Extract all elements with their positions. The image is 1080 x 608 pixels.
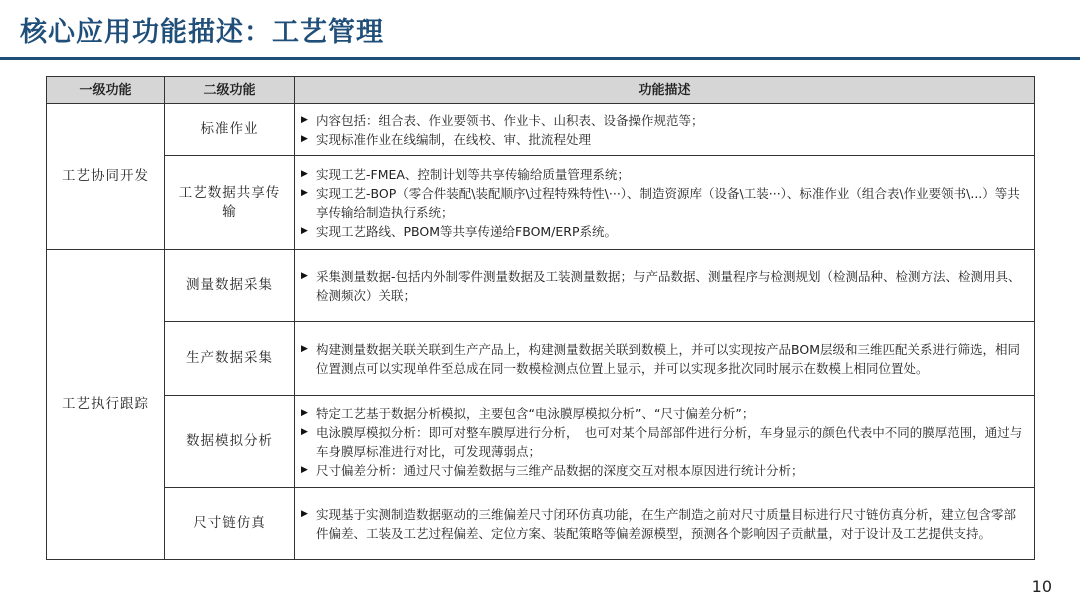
level2-cell: 尺寸链仿真 [165,488,295,560]
description-cell [295,156,1035,250]
level2-cell: 工艺数据共享传输 [165,156,295,250]
page-title: 核心应用功能描述：工艺管理 [20,17,384,48]
level1-cell: 工艺协同开发 [47,104,165,250]
bullet-item: ▶ 特定工艺基于数据分析模拟，主要包含“电泳膜厚模拟分析”、“尺寸偏差分析”； [301,404,1028,423]
bullet-item: ▶ 实现工艺-BOP（零合件装配\装配顺序\过程特殊特性\···）、制造资源库（设备\工装···）、标准作业（组合表\作业要领书\...）等共享传输给制造执行系统； [301,184,1028,222]
level2-cell: 测量数据采集 [165,250,295,322]
description-cell [295,250,1035,322]
table-row [47,396,1035,488]
table-row [47,104,1035,156]
table-row [47,156,1035,250]
page-number: 10 [1031,577,1052,596]
level1-cell: 工艺执行跟踪 [47,250,165,560]
level2-cell: 标准作业 [165,104,295,156]
table-row [47,250,1035,322]
description-cell [295,322,1035,396]
header-level2: 二级功能 [165,77,295,104]
table-row [47,488,1035,560]
table-row [47,322,1035,396]
description-cell [295,488,1035,560]
bullet-item: ▶ 实现工艺路线、PBOM等共享传递给FBOM/ERP系统。 [301,222,1028,241]
bullet-item: ▶ 构建测量数据关联关联到生产产品上，构建测量数据关联到数模上，并可以实现按产品BOM层级和三维匹配关系进行筛选，相同位置测点可以实现单件至总成在同一数模检测点位置上显示，并可以实现多批次同时展示在数模上相同位置处。 [301,340,1028,378]
bullet-item: ▶ 实现标准作业在线编制，在线校、审、批流程处理 [301,130,1028,149]
level2-cell: 生产数据采集 [165,322,295,396]
bullet-item: ▶ 尺寸偏差分析：通过尺寸偏差数据与三维产品数据的深度交互对根本原因进行统计分析； [301,461,1028,480]
description-cell [295,104,1035,156]
level2-cell: 数据模拟分析 [165,396,295,488]
bullet-item: ▶ 实现工艺-FMEA、控制计划等共享传输给质量管理系统； [301,165,1028,184]
header-level1: 一级功能 [47,77,165,104]
description-cell [295,396,1035,488]
bullet-item: ▶ 电泳膜厚模拟分析：即可对整车膜厚进行分析， 也可对某个局部部件进行分析，车身显示的颜色代表中不同的膜厚范围，通过与车身膜厚标准进行对比，可发现薄弱点； [301,423,1028,461]
feature-table [46,76,1035,560]
bullet-item: ▶ 采集测量数据-包括内外制零件测量数据及工装测量数据；与产品数据、测量程序与检测规划（检测品种、检测方法、检测用具、检测频次）关联； [301,267,1028,305]
header-description: 功能描述 [295,77,1035,104]
bullet-item: ▶ 实现基于实测制造数据驱动的三维偏差尺寸闭环仿真功能，在生产制造之前对尺寸质量目标进行尺寸链仿真分析，建立包含零部件偏差、工装及工艺过程偏差、定位方案、装配策略等偏差源模型，预测各个影响因子贡献量，对于设计及工艺提供支持。 [301,505,1028,543]
bullet-item: ▶ 内容包括：组合表、作业要领书、作业卡、山积表、设备操作规范等； [301,111,1028,130]
title-divider [0,57,1080,60]
table-header-row [47,77,1035,104]
